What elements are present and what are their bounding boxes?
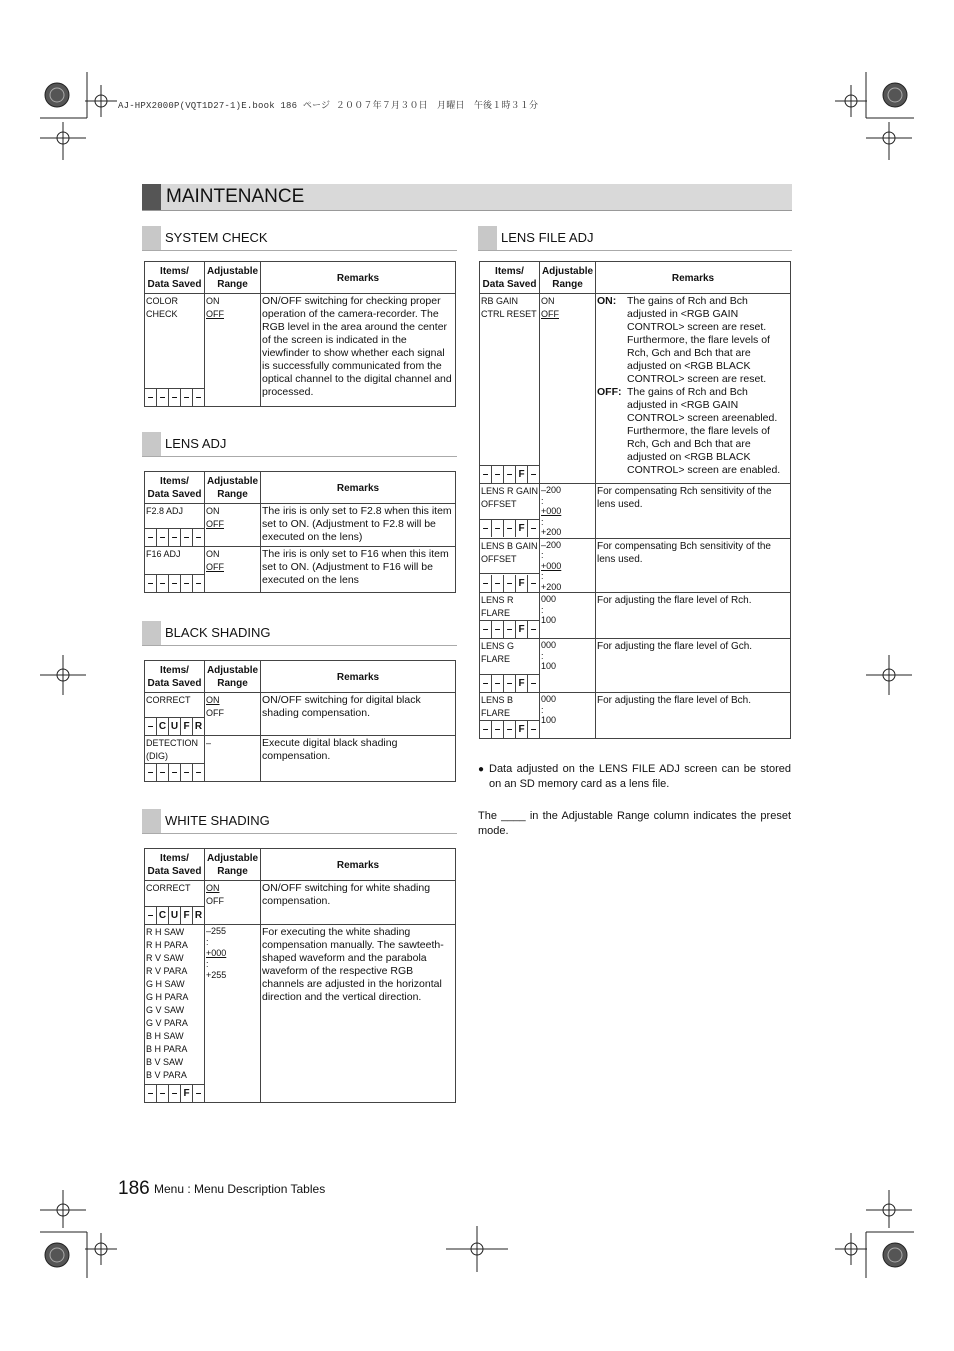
range-cell: ON OFF (205, 881, 261, 925)
remarks-cell: ON/OFF switching for digital black shading compensation. (261, 693, 456, 736)
flags-cell: – – – F – (480, 574, 540, 593)
black-shading-table (144, 660, 456, 782)
col-items: Items/ Data Saved (145, 661, 205, 693)
flags-cell: – C U F R (145, 907, 205, 925)
flags-cell: – – – – – (145, 389, 205, 407)
item-cell: DETECTION (DIG) (145, 736, 205, 764)
range-cell: ON OFF (540, 294, 596, 484)
white-shading-title: WHITE SHADING (165, 813, 270, 828)
lens-file-adj-table (479, 261, 791, 739)
table-row (480, 693, 791, 721)
remarks-cell: ON/OFF switching for checking proper operation of the camera-recorder. The RGB level in the area around the center of the screen is indicated in the viewfinder to show whether each signal is successfully communicated from the optical channel to the digital channel and processed. (261, 294, 456, 407)
col-range: Adjustable Range (540, 262, 596, 294)
col-range: Adjustable Range (205, 472, 261, 504)
remarks-cell: For adjusting the flare level of Bch. (596, 693, 791, 739)
item-cell: F2.8 ADJ (145, 504, 205, 529)
remarks-cell: For compensating Rch sensitivity of the lens used. (596, 484, 791, 539)
flags-cell: – C U F R (145, 718, 205, 736)
item-cell: COLOR CHECK (145, 294, 205, 389)
remarks-cell: Execute digital black shading compensation. (261, 736, 456, 782)
item-cell: LENS B GAIN OFFSET (480, 538, 540, 574)
range-cell: –255 : +000 : +255 (205, 925, 261, 1103)
col-remarks: Remarks (261, 849, 456, 881)
item-cell: RB GAIN CTRL RESET (480, 294, 540, 466)
remarks-cell: For executing the white shading compensation manually. The sawteeth-shaped waveform and the parabola waveform of the respective RGB channels are adjusted in the horizontal direction and the vertical direction. (261, 925, 456, 1103)
col-items: Items/ Data Saved (480, 262, 540, 294)
subsection-marker (142, 432, 161, 456)
range-cell: –200 : +000 : +200 (540, 484, 596, 539)
item-cell: LENS R FLARE (480, 593, 540, 621)
col-remarks: Remarks (261, 661, 456, 693)
col-remarks: Remarks (261, 472, 456, 504)
on-text: The gains of Rch and Bch adjusted in <RGB GAIN CONTROL> screen are reset. Furthermore, the flare levels of Rch, Gch and Bch that are adjusted on <RGB BLACK CONTROL> screen are reset. (627, 295, 770, 385)
item-cell: LENS G FLARE (480, 639, 540, 675)
table-row (145, 736, 456, 764)
range-cell: ON OFF (205, 547, 261, 593)
col-items: Items/ Data Saved (145, 472, 205, 504)
col-range: Adjustable Range (205, 661, 261, 693)
flags-cell: – – – F – (145, 1085, 205, 1103)
col-items: Items/ Data Saved (145, 262, 205, 294)
lens-adj-header (142, 432, 457, 457)
lens-adj-title: LENS ADJ (165, 436, 227, 451)
bullet-note-text: Data adjusted on the LENS FILE ADJ screen can be stored on an SD memory card as a lens file. (489, 763, 791, 790)
item-cell: R H SAW R H PARA R V SAW R V PARA G H SAW G H PARA G V SAW G V PARA B H SAW B H PARA B V SAW B V PARA (145, 925, 205, 1085)
col-range: Adjustable Range (205, 849, 261, 881)
page-number: 186 (118, 1178, 150, 1199)
section-header (142, 184, 792, 211)
off-label: OFF: (597, 386, 622, 398)
table-row (145, 547, 456, 575)
item-cell: CORRECT (145, 881, 205, 907)
flags-cell: – – – – – (145, 575, 205, 593)
lens-adj-table (144, 471, 456, 593)
col-items: Items/ Data Saved (145, 849, 205, 881)
flags-cell: – – – F – (480, 721, 540, 739)
remarks-cell: ON/OFF switching for white shading compensation. (261, 881, 456, 925)
preset-note: The ____ in the Adjustable Range column indicates the preset mode. (478, 810, 791, 837)
flags-cell: – – – F – (480, 675, 540, 693)
range-cell: ON OFF (205, 693, 261, 736)
item-cell: CORRECT (145, 693, 205, 718)
subsection-marker (142, 226, 161, 250)
item-cell: LENS R GAIN OFFSET (480, 484, 540, 520)
range-cell: –200 : +000 : +200 (540, 538, 596, 593)
table-row (480, 639, 791, 675)
table-row (480, 538, 791, 574)
subsection-marker (478, 226, 497, 250)
table-row (145, 294, 456, 389)
lens-file-adj-header (478, 226, 792, 251)
black-shading-header (142, 621, 457, 646)
flags-cell: – – – – – (145, 529, 205, 547)
range-cell: 000 : 100 (540, 639, 596, 693)
black-shading-title: BLACK SHADING (165, 625, 271, 640)
col-remarks: Remarks (596, 262, 791, 294)
table-row (145, 925, 456, 1085)
off-text: The gains of Rch and Bch adjusted in <RGB GAIN CONTROL> screen areenabled. Furthermore, the flare levels of Rch, Gch and Bch that are adjusted on <RGB BLACK CONTROL> screen are enabled. (627, 386, 781, 476)
bullet-icon: ● (478, 764, 485, 775)
table-row (145, 693, 456, 718)
table-row (480, 593, 791, 621)
remarks-cell: For adjusting the flare level of Gch. (596, 639, 791, 693)
lens-file-adj-title: LENS FILE ADJ (501, 230, 594, 245)
subsection-marker (142, 809, 161, 833)
on-label: ON: (597, 295, 617, 307)
table-row (480, 484, 791, 520)
item-cell: LENS B FLARE (480, 693, 540, 721)
system-check-table (144, 261, 456, 407)
item-cell: F16 ADJ (145, 547, 205, 575)
col-remarks: Remarks (261, 262, 456, 294)
flags-cell: – – – – – (145, 764, 205, 782)
remarks-cell: For compensating Bch sensitivity of the lens used. (596, 538, 791, 593)
subsection-marker (142, 621, 161, 645)
system-check-header (142, 226, 457, 251)
remarks-cell: The iris is only set to F2.8 when this item set to ON. (Adjustment to F2.8 will be executed on the lens) (261, 504, 456, 547)
footer-text: Menu : Menu Description Tables (154, 1182, 326, 1196)
table-row (480, 294, 791, 466)
flags-cell: – – – F – (480, 466, 540, 484)
range-cell: 000 : 100 (540, 593, 596, 639)
section-title: MAINTENANCE (166, 186, 305, 207)
flags-cell: – – – F – (480, 519, 540, 538)
system-check-title: SYSTEM CHECK (165, 230, 268, 245)
remarks-cell: The iris is only set to F16 when this item set to ON. (Adjustment to F16 will be executed on the lens (261, 547, 456, 593)
white-shading-header (142, 809, 457, 834)
table-row (145, 881, 456, 907)
flags-cell: – – – F – (480, 621, 540, 639)
bullet-note (478, 762, 791, 792)
section-marker (142, 184, 161, 210)
col-range: Adjustable Range (205, 262, 261, 294)
remarks-cell: For adjusting the flare level of Rch. (596, 593, 791, 639)
remarks-cell (596, 294, 791, 484)
range-cell: ON OFF (205, 504, 261, 547)
range-cell: 000 : 100 (540, 693, 596, 739)
range-cell: – (205, 736, 261, 782)
white-shading-table (144, 848, 456, 1103)
range-cell: ON OFF (205, 294, 261, 407)
table-row (145, 504, 456, 529)
file-header: AJ-HPX2000P(VQT1D27-1)E.book 186 ページ ２００７年７月３０日 月曜日 午後１時３１分 (118, 101, 539, 111)
